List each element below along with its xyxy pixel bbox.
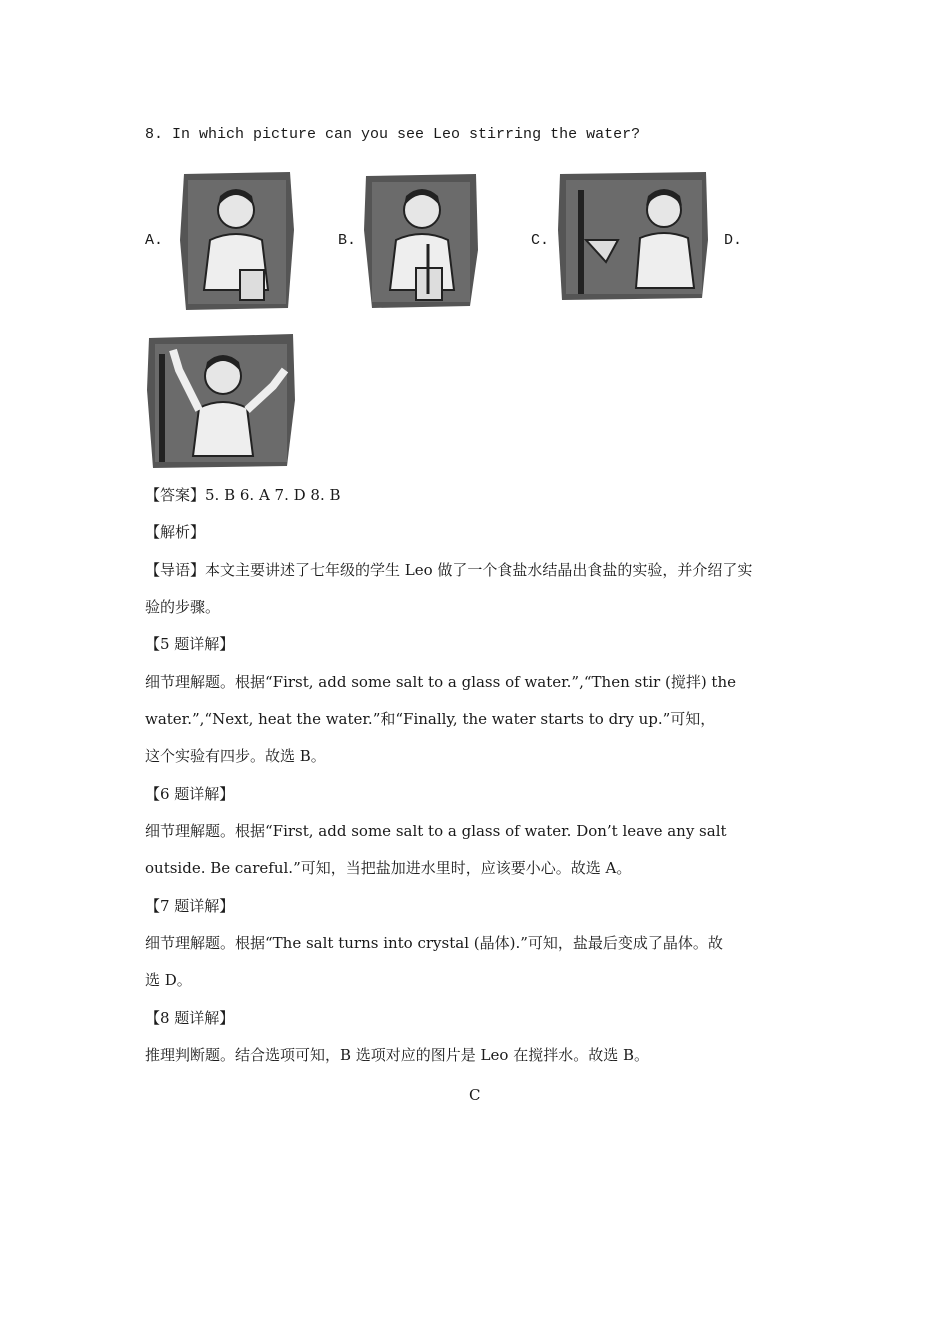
q5-heading: 【5 题详解】 <box>145 635 235 653</box>
q5-line-1: 细节理解题。根据“First, add some salt to a glass of water.”,“Then stir (搅拌) the <box>145 673 736 691</box>
q6-line-2: outside. Be careful.”可知，当把盐加进水里时，应该要小心。故选 A。 <box>145 859 632 877</box>
q5-line-3: 这个实验有四步。故选 B。 <box>145 747 326 765</box>
q6-line-1: 细节理解题。根据“First, add some salt to a glass of water. Don’t leave any salt <box>145 822 727 840</box>
q8-heading: 【8 题详解】 <box>145 1009 235 1027</box>
page-footer: C <box>469 1086 481 1104</box>
q6-heading: 【6 题详解】 <box>145 785 235 803</box>
option-b-picture <box>362 170 480 312</box>
option-d-picture <box>145 330 297 470</box>
answer-line: 【答案】5. B 6. A 7. D 8. B <box>145 486 341 504</box>
option-c-picture <box>556 170 712 302</box>
analysis-heading: 【解析】 <box>145 523 206 541</box>
q7-line-1: 细节理解题。根据“The salt turns into crystal (晶体).”可知，盐最后变成了晶体。故 <box>145 934 723 952</box>
option-c-label: C. <box>531 232 550 249</box>
q7-heading: 【7 题详解】 <box>145 897 235 915</box>
intro-line-2: 验的步骤。 <box>145 598 221 616</box>
option-b-label: B. <box>338 232 357 249</box>
q7-line-2: 选 D。 <box>145 971 192 989</box>
q5-line-2: water.”,“Next, heat the water.”和“Finally, the water starts to dry up.”可知， <box>145 710 716 728</box>
option-a-picture <box>178 170 296 312</box>
option-d-label: D. <box>724 232 743 249</box>
question-8: 8. In which picture can you see Leo stirring the water? <box>145 126 641 143</box>
q8-line-1: 推理判断题。结合选项可知，B 选项对应的图片是 Leo 在搅拌水。故选 B。 <box>145 1046 649 1064</box>
option-a-label: A. <box>145 232 164 249</box>
intro-line-1: 【导语】本文主要讲述了七年级的学生 Leo 做了一个食盐水结晶出食盐的实验，并介绍了实 <box>145 561 753 579</box>
